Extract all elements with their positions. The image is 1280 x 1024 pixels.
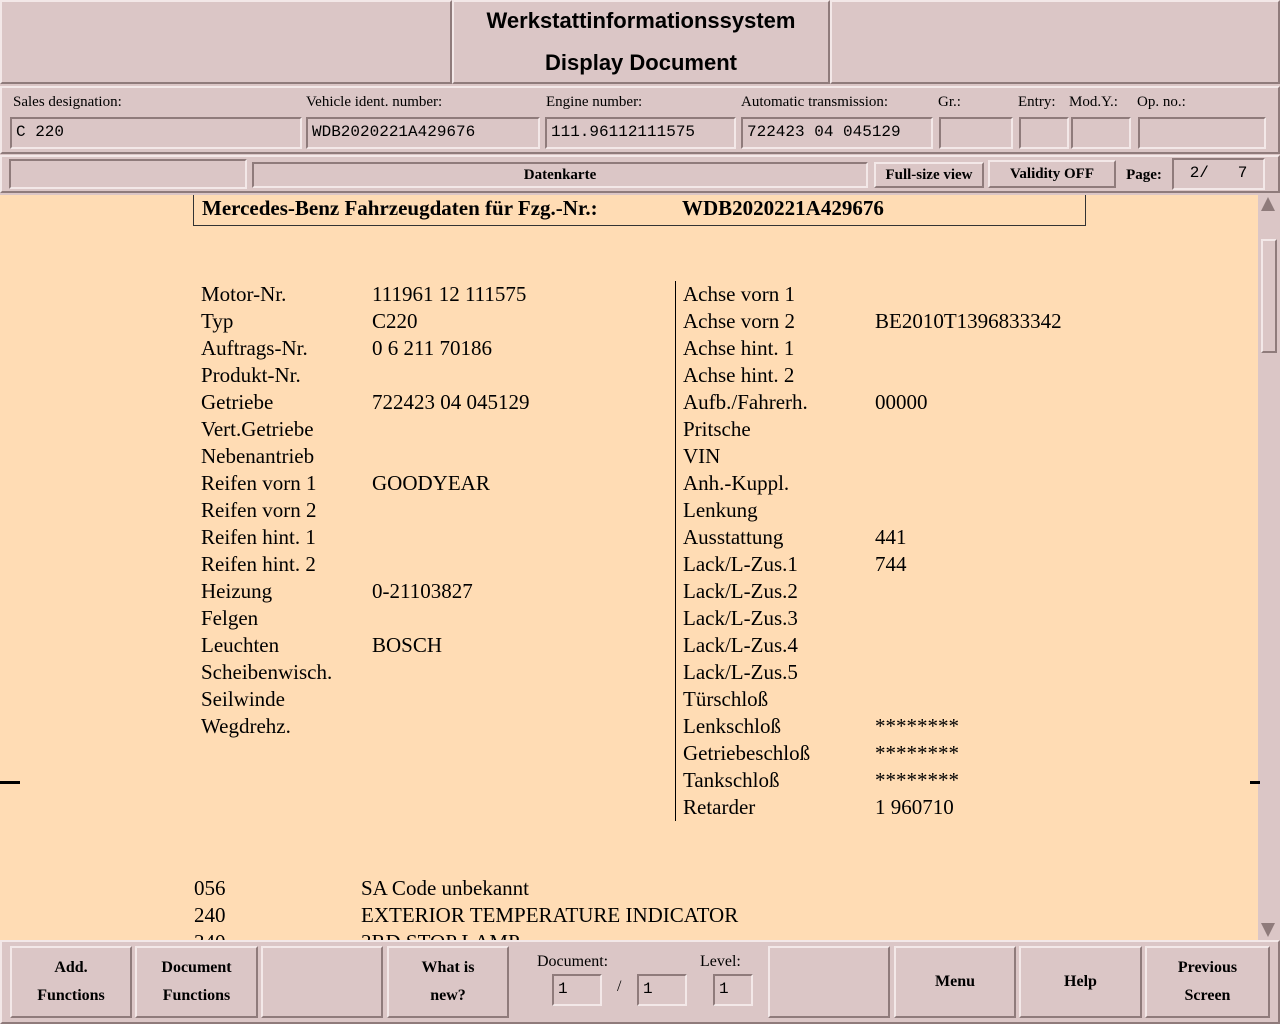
transmission-field[interactable]: 722423 04 045129 [741,117,933,149]
field-value: GOODYEAR [372,471,490,495]
scrollbar[interactable] [1258,195,1280,940]
add-functions-button[interactable] [10,946,132,1018]
vin-label: Vehicle ident. number: [306,94,443,110]
field-label: Lack/L-Zus.4 [683,633,798,657]
field-value [875,281,1062,308]
document-header-label: Mercedes-Benz Fahrzeugdaten für Fzg.-Nr.: [202,196,598,220]
document-separator: / [617,978,622,995]
field-value [372,362,530,389]
field-label: Reifen hint. 2 [201,552,316,576]
field-value [875,686,1062,713]
field-label: Lenkung [683,498,758,522]
field-value: BE2010T1396833342 [875,309,1062,333]
field-value [875,416,1062,443]
field-label: Motor-Nr. [201,282,287,306]
field-value: ******** [875,768,959,792]
field-label: Retarder [683,795,756,819]
field-value: 722423 04 045129 [372,390,530,414]
field-value: 441 [875,525,907,549]
field-label: Achse vorn 2 [683,309,795,333]
field-value: 0 6 211 70186 [372,336,492,360]
field-label: Lack/L-Zus.5 [683,660,798,684]
field-label: Seilwinde [201,687,285,711]
validity-toggle-button[interactable]: Validity OFF [988,160,1116,188]
whats-new-line1: What is [421,959,475,976]
page-label: Page: [1126,167,1162,183]
scroll-up-arrow[interactable] [1261,197,1275,211]
field-value: 0-21103827 [372,579,473,603]
field-label: Achse hint. 1 [683,336,795,360]
left-labels-column [201,281,332,740]
document-title-field: Datenkarte [252,162,868,188]
field-label: Nebenantrieb [201,444,315,468]
field-label: Getriebeschloß [683,741,811,765]
title-left-panel [0,0,452,84]
field-label: Typ [201,309,234,333]
engine-number-field[interactable]: 111.96112111575 [545,117,736,149]
sa-code: 240 [194,903,226,927]
op-number-field[interactable] [1138,117,1266,149]
level-label: Level: [700,953,741,970]
sales-designation-field[interactable]: C 220 [10,117,302,149]
right-labels-column [683,281,810,821]
left-values-column [372,281,530,740]
field-value [875,443,1062,470]
field-label: Wegdrehz. [201,714,291,738]
field-label: Lack/L-Zus.2 [683,579,798,603]
field-value [372,605,530,632]
field-value [372,551,530,578]
sales-designation-label: Sales designation: [13,94,122,110]
field-value [372,686,530,713]
field-value: 00000 [875,390,928,414]
document-functions-line1: Document [161,959,232,976]
level-field[interactable]: 1 [713,974,753,1006]
field-label: Anh.-Kuppl. [683,471,790,495]
transmission-label: Automatic transmission: [741,94,889,110]
model-year-label: Mod.Y.: [1069,94,1118,110]
sa-code-row [194,875,994,902]
toolbar-left-field [9,159,247,189]
field-label: Ausstattung [683,525,784,549]
right-values-column [875,281,1062,821]
field-label: Heizung [201,579,273,603]
field-value [875,578,1062,605]
field-value [875,335,1062,362]
field-label: Scheibenwisch. [201,660,333,684]
document-view [0,195,1258,940]
field-value [372,497,530,524]
help-button[interactable]: Help [1019,946,1142,1018]
field-label: Pritsche [683,417,751,441]
field-value [372,443,530,470]
field-value [875,362,1062,389]
field-label: Achse vorn 1 [683,282,795,306]
empty-bottom-button-2[interactable] [768,946,890,1018]
sa-code: 056 [194,876,226,900]
whats-new-line2: new? [430,987,466,1004]
field-label: Türschloß [683,687,769,711]
page-field[interactable]: 2/ 7 [1172,158,1265,190]
scroll-thumb[interactable] [1261,239,1277,353]
field-value: ******** [875,714,959,738]
field-label: Reifen hint. 1 [201,525,316,549]
field-value: C220 [372,309,418,333]
previous-screen-line2: Screen [1184,987,1231,1004]
document-functions-line2: Functions [162,987,231,1004]
previous-screen-line1: Previous [1177,959,1238,976]
sa-code-description: EXTERIOR TEMPERATURE INDICATOR [361,903,739,927]
field-label: Lenkschloß [683,714,781,738]
right-edge-marker [1250,781,1260,784]
field-value [372,416,530,443]
left-edge-marker [0,781,20,784]
field-label: Leuchten [201,633,280,657]
field-value [372,524,530,551]
sa-code-row [194,902,994,929]
field-value: BOSCH [372,633,443,657]
field-label: Lack/L-Zus.3 [683,606,798,630]
field-value [875,605,1062,632]
field-label: Tankschloß [683,768,780,792]
gr-label: Gr.: [938,94,961,110]
op-number-label: Op. no.: [1137,94,1186,110]
scroll-down-arrow[interactable] [1261,923,1275,937]
field-value: 111961 12 111575 [372,282,527,306]
menu-button[interactable]: Menu [894,946,1016,1018]
field-value: ******** [875,741,959,765]
field-value [875,659,1062,686]
field-value [875,632,1062,659]
field-label: Produkt-Nr. [201,363,301,387]
gr-field[interactable] [939,117,1013,149]
entry-field[interactable] [1019,117,1069,149]
full-size-view-button[interactable]: Full-size view [874,162,984,188]
document-header-vin: WDB2020221A429676 [682,196,884,220]
title-right-panel [830,0,1280,84]
field-label: Felgen [201,606,259,630]
document-label: Document: [537,953,609,970]
field-value: 1 960710 [875,795,954,819]
empty-bottom-button-1[interactable] [261,946,383,1018]
title-panel [452,0,830,84]
field-value: 744 [875,552,907,576]
field-label: Aufb./Fahrerh. [683,390,808,414]
document-functions-button[interactable] [135,946,258,1018]
field-label: Getriebe [201,390,274,414]
engine-number-label: Engine number: [546,94,643,110]
add-functions-line1: Add. [54,959,88,976]
field-label: VIN [683,444,721,468]
vin-field[interactable]: WDB2020221A429676 [306,117,540,149]
field-label: Lack/L-Zus.1 [683,552,798,576]
whats-new-button[interactable] [387,946,509,1018]
field-label: Vert.Getriebe [201,417,314,441]
sa-code-description: SA Code unbekannt [361,876,529,900]
previous-screen-button[interactable] [1145,946,1270,1018]
window-title: Werkstattinformationssystem [486,8,796,33]
column-divider [675,281,676,821]
field-label: Achse hint. 2 [683,363,795,387]
field-value [875,497,1062,524]
entry-label: Entry: [1018,94,1056,110]
field-value [372,659,530,686]
document-current-field[interactable]: 1 [552,974,602,1006]
field-value [372,713,530,740]
field-label: Reifen vorn 1 [201,471,317,495]
add-functions-line2: Functions [37,987,105,1004]
field-label: Auftrags-Nr. [201,336,308,360]
document-header-box [193,195,1086,226]
document-total-field[interactable]: 1 [637,974,687,1006]
model-year-field[interactable] [1071,117,1131,149]
field-value [875,470,1062,497]
field-label: Reifen vorn 2 [201,498,317,522]
window-subtitle: Display Document [545,50,737,75]
